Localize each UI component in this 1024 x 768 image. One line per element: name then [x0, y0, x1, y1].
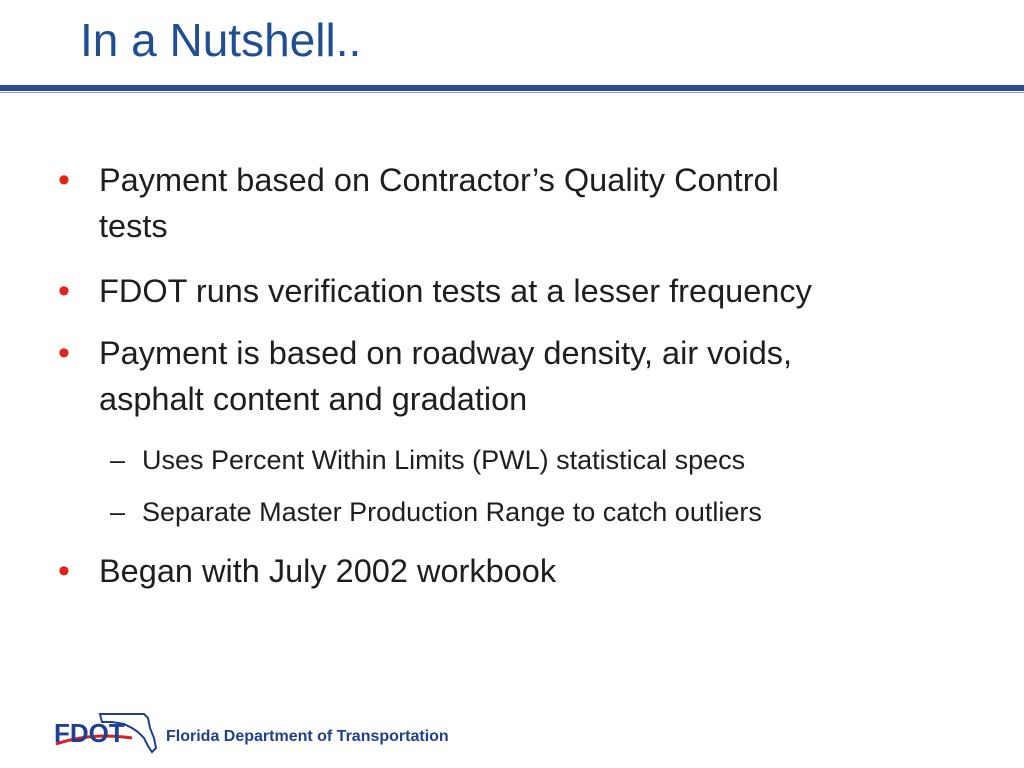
- sub-bullet-marker: –: [110, 497, 126, 527]
- logo-text: FDOT: [54, 718, 125, 748]
- bullet-marker: •: [58, 334, 70, 372]
- title-divider: [0, 85, 1024, 91]
- bullet-text-line: Payment is based on roadway density, air voids,: [99, 335, 793, 371]
- bullet-marker: •: [58, 161, 70, 199]
- bullet-text-line: asphalt content and gradation: [99, 381, 528, 417]
- sub-bullet-text: Uses Percent Within Limits (PWL) statistical specs: [142, 445, 746, 475]
- title-divider-shadow: [0, 92, 1024, 93]
- bullet-marker: •: [58, 272, 70, 310]
- bullet-text-line: FDOT runs verification tests at a lesser frequency: [99, 273, 812, 309]
- slide-title: In a Nutshell..: [80, 14, 362, 66]
- footer-org-name: Florida Department of Transportation: [166, 728, 449, 745]
- bullet-text-line: Began with July 2002 workbook: [99, 553, 557, 589]
- bullet-text-line: tests: [99, 208, 168, 244]
- sub-bullet-marker: –: [110, 445, 126, 475]
- fdot-logo-icon: [52, 708, 160, 756]
- bullet-text-line: Payment based on Contractor’s Quality Control: [99, 162, 779, 198]
- sub-bullet-text: Separate Master Production Range to catch outliers: [142, 497, 762, 527]
- bullet-marker: •: [58, 552, 70, 590]
